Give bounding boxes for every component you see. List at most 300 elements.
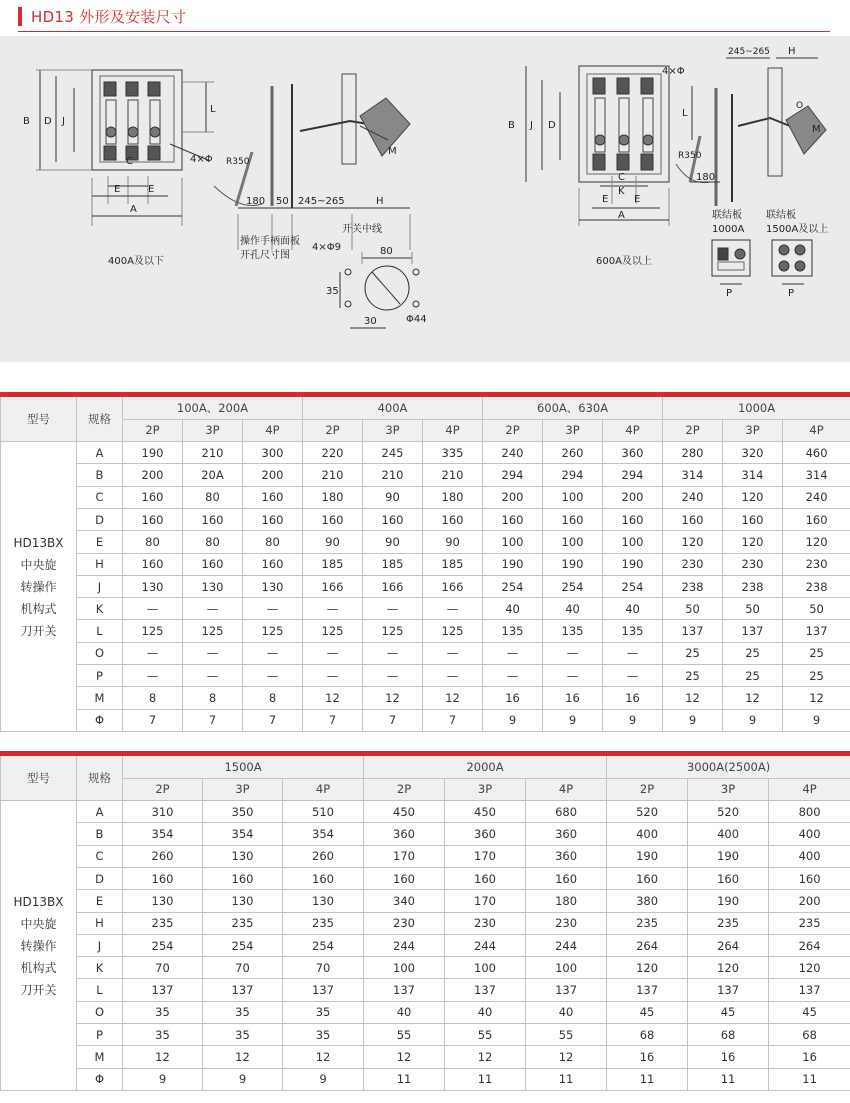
dimension-value: 254 (123, 934, 203, 956)
dimension-value: 235 (688, 912, 769, 934)
dimension-label: L (77, 979, 123, 1001)
dimension-value: 300 (243, 442, 303, 464)
dimension-value: 12 (423, 687, 483, 709)
table-row (1, 912, 850, 934)
dimension-value: 314 (663, 464, 723, 486)
dim-d-left: D (44, 116, 52, 127)
dimension-value: 520 (688, 801, 769, 823)
model-name-line: 机构式 (20, 960, 57, 975)
col-spec-header: 规格 (77, 756, 123, 801)
dimension-value: 137 (526, 979, 607, 1001)
dimension-label: L (77, 620, 123, 642)
dim-245-left: 245~265 (298, 196, 345, 207)
dimension-value: 11 (364, 1068, 445, 1090)
dimension-label: E (77, 890, 123, 912)
dimension-label: O (77, 1001, 123, 1023)
dimension-value: 12 (123, 1046, 203, 1068)
dimension-value: 166 (303, 575, 363, 597)
dimension-value: 160 (123, 867, 203, 889)
dimension-value: 360 (364, 823, 445, 845)
dimension-value: 125 (243, 620, 303, 642)
dimension-value: 294 (603, 464, 663, 486)
dimension-value: 360 (445, 823, 526, 845)
table-row (1, 575, 850, 597)
dimension-value: 100 (445, 957, 526, 979)
dimension-value: 100 (603, 531, 663, 553)
dimension-value: 45 (607, 1001, 688, 1023)
pole-header: 4P (769, 778, 850, 800)
dimension-value: — (483, 665, 543, 687)
model-name-line: 转操作 (20, 579, 57, 594)
dimension-value: — (243, 598, 303, 620)
table-row (1, 823, 850, 845)
model-name-cell (1, 801, 77, 1091)
dimension-value: 245 (363, 442, 423, 464)
dimension-value: 160 (663, 508, 723, 530)
dimension-value: 400 (688, 823, 769, 845)
pole-header: 4P (243, 419, 303, 441)
model-name-line: 机构式 (20, 601, 57, 616)
dimension-value: 9 (203, 1068, 283, 1090)
dimension-value: 100 (526, 957, 607, 979)
dimension-value: — (183, 642, 243, 664)
dimension-value: 40 (445, 1001, 526, 1023)
dim-j-right: J (530, 120, 533, 131)
dimension-value: 40 (526, 1001, 607, 1023)
dimension-value: 137 (607, 979, 688, 1001)
dimension-label: P (77, 665, 123, 687)
dimension-label: C (77, 486, 123, 508)
dimension-value: 25 (723, 665, 783, 687)
table2-pole-row (1, 778, 850, 800)
dimension-value: 120 (723, 486, 783, 508)
dimension-value: — (363, 598, 423, 620)
table-row (1, 1046, 850, 1068)
dimension-label: H (77, 553, 123, 575)
dimension-value: 185 (363, 553, 423, 575)
dimension-value: 400 (769, 845, 850, 867)
dimension-label: J (77, 934, 123, 956)
dimension-value: 320 (723, 442, 783, 464)
dimension-value: — (303, 598, 363, 620)
dimension-value: 354 (283, 823, 364, 845)
dimension-value: 7 (423, 709, 483, 731)
link-plate-1000-label: 1000A (712, 224, 745, 235)
dimension-value: 160 (783, 508, 850, 530)
dimension-value: 190 (123, 442, 183, 464)
dimension-value: 100 (543, 531, 603, 553)
model-name-line: 刀开关 (20, 623, 57, 638)
dimension-value: 160 (543, 508, 603, 530)
dim-l-left: L (210, 104, 216, 115)
table-row (1, 934, 850, 956)
pole-header: 3P (183, 419, 243, 441)
dimension-value: 380 (607, 890, 688, 912)
dimension-label: P (77, 1024, 123, 1046)
pole-header: 4P (526, 778, 607, 800)
dimension-value: 260 (283, 845, 364, 867)
pole-header: 3P (203, 778, 283, 800)
dimension-value: 12 (445, 1046, 526, 1068)
dimension-value: — (123, 598, 183, 620)
dimension-value: 35 (283, 1001, 364, 1023)
dimension-value: 310 (123, 801, 203, 823)
dimension-value: 680 (526, 801, 607, 823)
dimension-value: 180 (526, 890, 607, 912)
dim-e1-right: E (602, 194, 609, 205)
dimension-value: 70 (203, 957, 283, 979)
dimension-value: 20A (183, 464, 243, 486)
dimension-value: — (123, 665, 183, 687)
dim-k-right: K (618, 186, 625, 197)
dim-l-right: L (682, 108, 688, 119)
dim-180-right: 180 (696, 172, 716, 183)
dimension-value: 314 (723, 464, 783, 486)
dimension-value: 16 (603, 687, 663, 709)
dimension-value: 350 (203, 801, 283, 823)
dim-b-right: B (508, 120, 515, 131)
dimension-value: 280 (663, 442, 723, 464)
dimension-value: 9 (783, 709, 850, 731)
dimension-value: 520 (607, 801, 688, 823)
dimension-value: 80 (183, 486, 243, 508)
dimension-value: 220 (303, 442, 363, 464)
dimension-value: 238 (723, 575, 783, 597)
dimension-value: 125 (183, 620, 243, 642)
dimension-value: 40 (483, 598, 543, 620)
dimension-value: 190 (688, 845, 769, 867)
dimension-value: 7 (243, 709, 303, 731)
dimension-value: 100 (483, 531, 543, 553)
dimension-value: 190 (603, 553, 663, 575)
table-row (1, 486, 850, 508)
dimension-value: 170 (445, 845, 526, 867)
dimension-value: 120 (769, 957, 850, 979)
panel-caption-1: 操作手柄面板 (240, 236, 300, 247)
dimension-value: 25 (723, 642, 783, 664)
current-group-header: 600A、630A (483, 397, 663, 419)
table-row (1, 979, 850, 1001)
table-row (1, 531, 850, 553)
dimension-value: 230 (526, 912, 607, 934)
dimension-value: 125 (123, 620, 183, 642)
dim-b-left: B (23, 116, 30, 127)
dimension-value: 238 (663, 575, 723, 597)
dimension-value: 16 (688, 1046, 769, 1068)
dimension-value: 137 (783, 620, 850, 642)
table1-pole-row (1, 419, 850, 441)
dimension-value: 135 (603, 620, 663, 642)
dimension-value: 40 (603, 598, 663, 620)
dimension-value: — (423, 598, 483, 620)
dimension-value: 170 (364, 845, 445, 867)
dimension-value: 160 (603, 508, 663, 530)
dimension-value: 240 (663, 486, 723, 508)
dimension-value: 120 (688, 957, 769, 979)
pole-header: 3P (445, 778, 526, 800)
dimension-value: 185 (423, 553, 483, 575)
dimension-value: 12 (303, 687, 363, 709)
dimension-value: 137 (364, 979, 445, 1001)
dimension-value: 294 (483, 464, 543, 486)
dimension-value: 11 (769, 1068, 850, 1090)
dimension-value: 264 (688, 934, 769, 956)
dimension-value: 9 (723, 709, 783, 731)
dim-phi44-label: Φ44 (406, 314, 427, 325)
dimension-label: H (77, 912, 123, 934)
dimension-value: 160 (183, 508, 243, 530)
dimension-value: 137 (723, 620, 783, 642)
pole-header: 2P (663, 419, 723, 441)
dimension-label: B (77, 823, 123, 845)
pole-header: 3P (723, 419, 783, 441)
dimension-value: 9 (663, 709, 723, 731)
dimension-value: 137 (688, 979, 769, 1001)
model-name-line: 刀开关 (20, 982, 57, 997)
dimension-label: M (77, 687, 123, 709)
dimension-value: 70 (123, 957, 203, 979)
dimension-value: 230 (445, 912, 526, 934)
dim-50-left: 50 (276, 196, 289, 207)
dimension-value: 230 (663, 553, 723, 575)
table-row (1, 508, 850, 530)
dimension-value: 450 (445, 801, 526, 823)
dimension-value: 335 (423, 442, 483, 464)
dimension-value: 160 (123, 486, 183, 508)
dimension-value: 230 (723, 553, 783, 575)
page-title: HD13 外形及安装尺寸 (31, 8, 187, 26)
model-name-line: HD13BX (13, 894, 64, 909)
dimension-value: 160 (483, 508, 543, 530)
dimension-value: 135 (483, 620, 543, 642)
dimension-value: 210 (423, 464, 483, 486)
dimension-value: 120 (663, 531, 723, 553)
dimension-value: 55 (364, 1024, 445, 1046)
dimension-value: 235 (283, 912, 364, 934)
dimension-value: 264 (769, 934, 850, 956)
right-caption: 600A及以上 (596, 256, 652, 267)
table-row (1, 665, 850, 687)
table2-header-row (1, 756, 850, 778)
pole-header: 4P (783, 419, 850, 441)
dim-a-left: A (130, 204, 137, 215)
dimension-value: 210 (363, 464, 423, 486)
dimension-value: 800 (769, 801, 850, 823)
dimension-value: 125 (423, 620, 483, 642)
dimension-value: 68 (607, 1024, 688, 1046)
dimension-value: — (603, 665, 663, 687)
dimension-value: 235 (607, 912, 688, 934)
dim-4phi-right: 4×Φ (662, 66, 685, 77)
dimension-value: 294 (543, 464, 603, 486)
dimension-value: 7 (363, 709, 423, 731)
dimension-value: 160 (123, 553, 183, 575)
col-model-header: 型号 (1, 756, 77, 801)
spec-table-small (0, 397, 850, 732)
dimension-value: — (423, 665, 483, 687)
pole-header: 2P (123, 419, 183, 441)
table-row (1, 1024, 850, 1046)
dimension-value: 180 (423, 486, 483, 508)
current-group-header: 2000A (364, 756, 607, 778)
dimension-value: 254 (283, 934, 364, 956)
dimension-value: 130 (203, 845, 283, 867)
col-spec-header: 规格 (77, 397, 123, 442)
dim-o-right: O (796, 101, 804, 111)
dim-c-left: C (126, 156, 133, 167)
link-plate-1500-label: 1500A及以上 (766, 224, 829, 235)
current-group-header: 100A、200A (123, 397, 303, 419)
dimension-value: 160 (688, 867, 769, 889)
dimension-value: 180 (303, 486, 363, 508)
dimension-value: 185 (303, 553, 363, 575)
dimension-value: 80 (243, 531, 303, 553)
current-group-header: 400A (303, 397, 483, 419)
switch-center-label: 开关中线 (342, 224, 382, 235)
dimension-value: 235 (123, 912, 203, 934)
dimension-value: 80 (123, 531, 183, 553)
dimension-value: 12 (723, 687, 783, 709)
dimension-value: 12 (363, 687, 423, 709)
table-row (1, 1001, 850, 1023)
table-row (1, 464, 850, 486)
dimension-value: 9 (483, 709, 543, 731)
dimension-value: 160 (769, 867, 850, 889)
pole-header: 2P (123, 778, 203, 800)
dimension-value: 200 (243, 464, 303, 486)
dim-m-left: M (388, 146, 397, 157)
dim-d-right: D (548, 120, 556, 131)
dim-4phi-left: 4×Φ (190, 154, 213, 165)
dimension-value: 11 (526, 1068, 607, 1090)
dimension-value: 160 (123, 508, 183, 530)
drawing-svg (0, 36, 850, 362)
dimension-value: 354 (123, 823, 203, 845)
dim-a-right: A (618, 210, 625, 221)
dimension-value: 8 (123, 687, 183, 709)
table-row (1, 1068, 850, 1090)
dimension-value: 7 (123, 709, 183, 731)
dimension-value: 354 (203, 823, 283, 845)
dim-e1-left: E (114, 184, 121, 195)
dim-j-left: J (62, 116, 65, 127)
table-row (1, 845, 850, 867)
dimension-value: 120 (723, 531, 783, 553)
dimension-value: 160 (203, 867, 283, 889)
model-name-line: HD13BX (13, 535, 64, 550)
dimension-value: — (363, 642, 423, 664)
table1-header-row (1, 397, 850, 419)
dimension-label: Φ (77, 709, 123, 731)
dimension-value: 254 (203, 934, 283, 956)
dimension-value: 45 (688, 1001, 769, 1023)
dimension-value: 137 (663, 620, 723, 642)
left-caption: 400A及以下 (108, 256, 164, 267)
model-name-cell (1, 442, 77, 732)
dimension-value: 11 (445, 1068, 526, 1090)
table-row (1, 442, 850, 464)
dimension-value: 68 (769, 1024, 850, 1046)
dimension-drawing (0, 36, 850, 362)
dimension-value: — (363, 665, 423, 687)
dimension-value: — (183, 598, 243, 620)
dimension-value: 160 (283, 867, 364, 889)
dimension-value: 7 (183, 709, 243, 731)
dimension-value: — (423, 642, 483, 664)
dimension-value: 90 (363, 486, 423, 508)
dimension-value: 11 (607, 1068, 688, 1090)
table-row (1, 867, 850, 889)
dimension-value: 12 (663, 687, 723, 709)
dimension-value: 130 (123, 890, 203, 912)
dimension-value: 360 (526, 823, 607, 845)
pole-header: 3P (688, 778, 769, 800)
dim-r350-left: R350 (226, 157, 250, 167)
dimension-value: 244 (526, 934, 607, 956)
dimension-value: 9 (603, 709, 663, 731)
dimension-value: 80 (183, 531, 243, 553)
dim-35-label: 35 (326, 286, 339, 297)
dimension-value: 230 (364, 912, 445, 934)
dimension-value: 160 (183, 553, 243, 575)
dimension-value: 260 (123, 845, 203, 867)
header-divider (18, 31, 830, 32)
dimension-value: 238 (783, 575, 850, 597)
dimension-value: 55 (526, 1024, 607, 1046)
dimension-value: 9 (123, 1068, 203, 1090)
dimension-value: 210 (183, 442, 243, 464)
dimension-value: 170 (445, 890, 526, 912)
model-name-line: 中央旋 (20, 916, 57, 931)
dimension-value: 160 (243, 553, 303, 575)
dimension-value: 450 (364, 801, 445, 823)
dimension-value: 460 (783, 442, 850, 464)
dimension-value: 35 (203, 1024, 283, 1046)
dimension-value: 100 (543, 486, 603, 508)
dimension-value: 130 (183, 575, 243, 597)
panel-cutout-circle (365, 266, 409, 310)
dimension-value: 254 (483, 575, 543, 597)
dimension-value: 12 (283, 1046, 364, 1068)
dimension-value: 40 (364, 1001, 445, 1023)
current-group-header: 3000A(2500A) (607, 756, 850, 778)
hole-spec-label: 4×Φ9 (312, 242, 341, 253)
pole-header: 3P (543, 419, 603, 441)
table-row (1, 553, 850, 575)
dimension-value: 50 (663, 598, 723, 620)
table-row (1, 957, 850, 979)
dimension-value: 160 (243, 508, 303, 530)
dimension-value: 8 (243, 687, 303, 709)
link-plate-1500 (772, 240, 812, 276)
col-model-header: 型号 (1, 397, 77, 442)
dimension-value: 200 (769, 890, 850, 912)
link-plate-label-2: 联结板 (766, 210, 796, 221)
dimension-value: 50 (723, 598, 783, 620)
dimension-value: 120 (783, 531, 850, 553)
dimension-value: 190 (483, 553, 543, 575)
dimension-value: 360 (526, 845, 607, 867)
dimension-value: 400 (769, 823, 850, 845)
dimension-label: M (77, 1046, 123, 1068)
model-name-line: 转操作 (20, 938, 57, 953)
dimension-value: 125 (363, 620, 423, 642)
dimension-value: 130 (123, 575, 183, 597)
dimension-value: 68 (688, 1024, 769, 1046)
pole-header: 4P (603, 419, 663, 441)
dimension-value: 12 (364, 1046, 445, 1068)
dimension-value: 137 (123, 979, 203, 1001)
